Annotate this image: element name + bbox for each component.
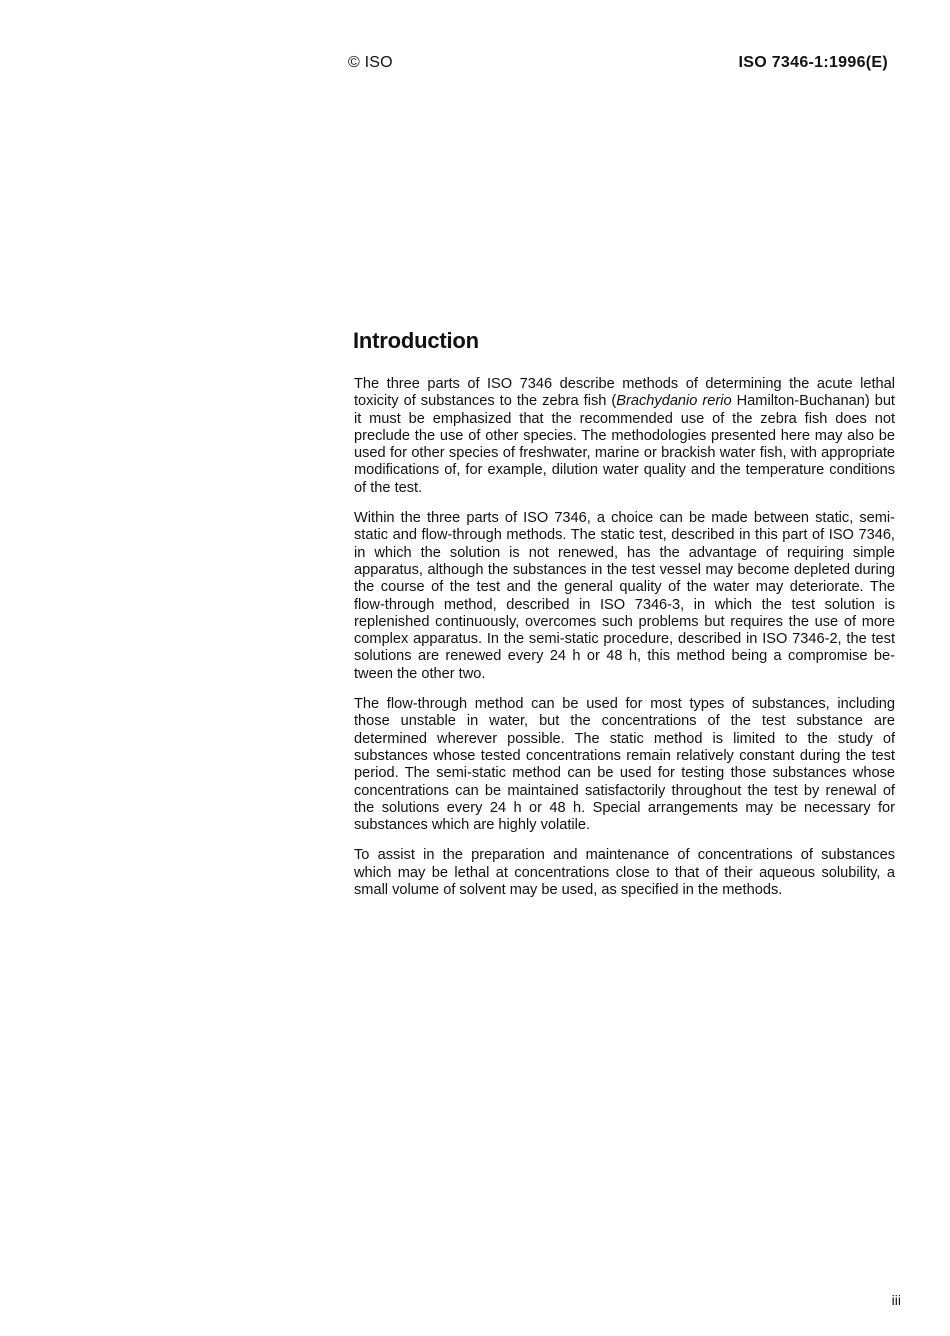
paragraph-2: Within the three parts of ISO 7346, a choice can be made between static, semi-static and flow-through methods. The static test, described in this part of ISO 7346, in which the solution is not renewed, has the advantage of requiring simple apparatus, although the substances in the test vessel may become depleted during the course of the test and the general quality of the water may deteriorate. The flow-through method, described in ISO 7346-3, in which the test solution is replenished continuously, overcomes such problems but requires the use of more complex apparatus. In the semi-static procedure, described in ISO 7346-2, the test solutions are renewed every 24 h or 48 h, this method being a compromise between the other two. — [354, 510, 895, 682]
paragraph-1 — [354, 376, 895, 497]
paragraph-4: To assist in the preparation and maintenance of concentrations of substances which may be lethal at concentrations close to that of their aqueous solubility, a small volume of solvent may be used, as specified in the methods. — [354, 847, 895, 899]
species-name: Brachydanio rerio — [616, 393, 732, 410]
copyright-notice: © ISO — [348, 54, 393, 71]
section-title: Introduction — [353, 328, 479, 353]
paragraph-1-text-a: The three parts of ISO 7346 describe methods of determining the acute lethal toxicity of substances to the zebra fish ( — [354, 376, 895, 410]
paragraph-3: The flow-through method can be used for most types of substances, including those unstable in water, but the concentrations of the test substance are determined wherever possible. The static method is limited to the study of substances whose tested concentrations remain relatively constant during the test period. The semi-static method can be used for testing those substances whose concentrations can be maintained satisfactorily throughout the test by renewal of the solutions every 24 h or 48 h. Special arrangements may be necessary for substances which are highly volatile. — [354, 696, 895, 834]
document-identifier: ISO 7346-1:1996(E) — [738, 54, 888, 71]
paragraph-1-text-b: Hamilton-Buchanan) but it must be emphasized that the recommended use of the zebra fish does not preclude the use of other species. The methodologies presented here may also be used for other species of freshwater, marine or brackish water fish, with appropriate modifications of, for example, dilution water quality and the temperature conditions of the test. — [354, 393, 895, 496]
introduction-body — [354, 376, 895, 912]
page-number: iii — [891, 1292, 901, 1308]
